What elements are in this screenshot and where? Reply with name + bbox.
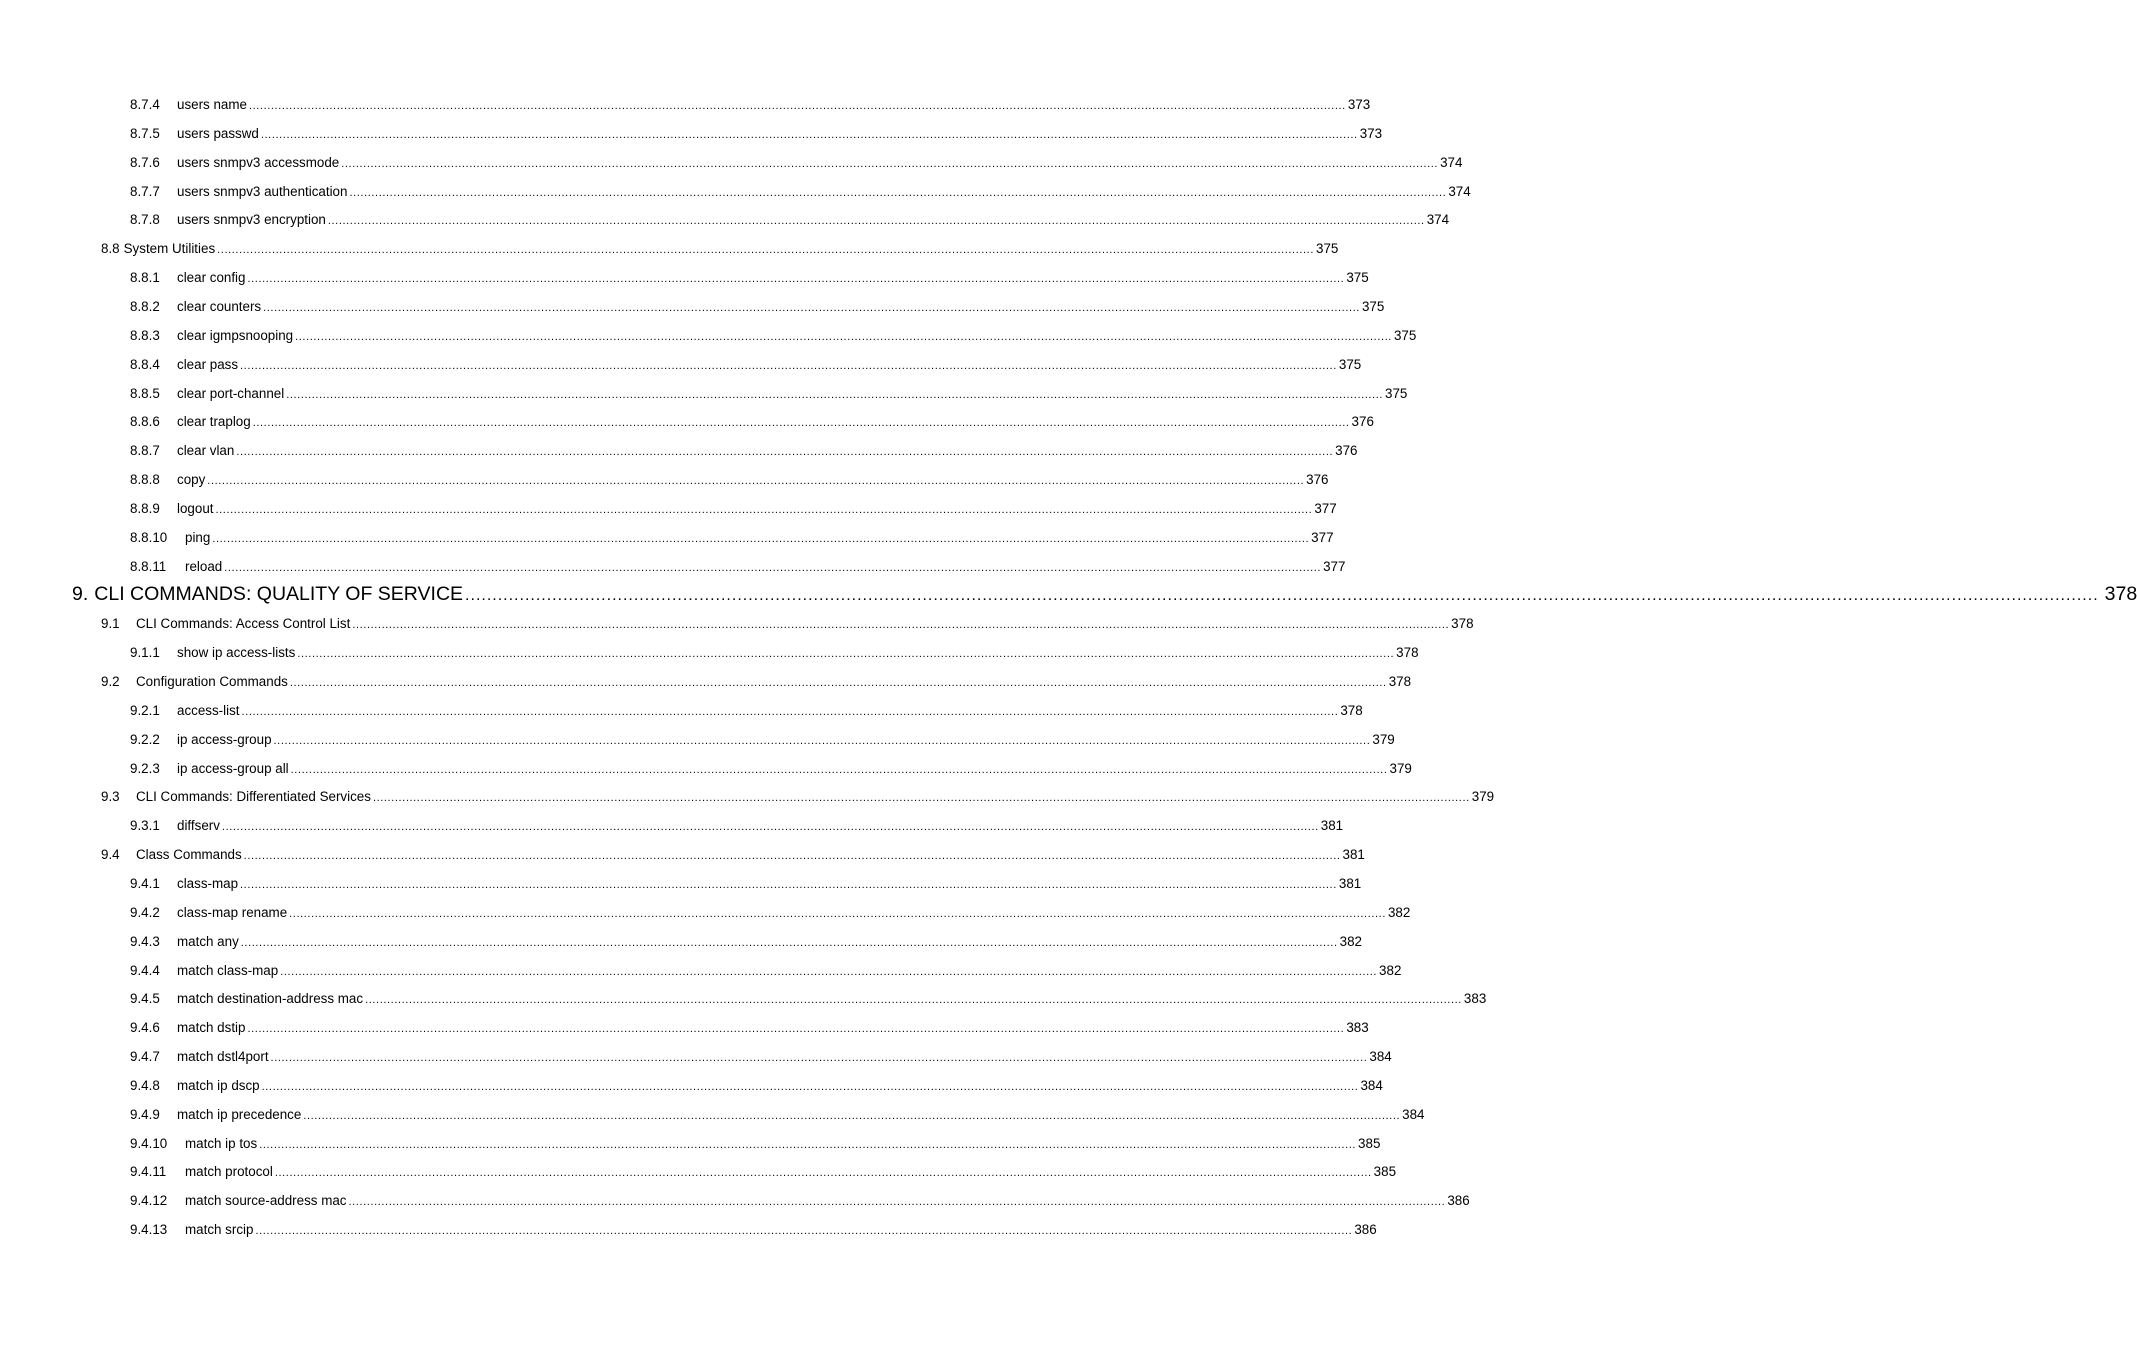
- toc-entry-9-4-10[interactable]: [130, 1134, 1381, 1154]
- toc-entry-number: 9.4.9: [130, 1106, 160, 1122]
- dot-leader: ............................................................................................................................................................................................................................................................................................................: [274, 1167, 1372, 1180]
- dot-leader: ............................................................................................................................................................................................................................................................................................................: [341, 157, 1439, 170]
- toc-entry-8-7-7[interactable]: [130, 182, 1471, 202]
- toc-entry-number: 8.8.2: [130, 298, 160, 314]
- toc-entry-title: CLI Commands: Access Control List: [136, 616, 351, 632]
- dot-leader: ............................................................................................................................................................................................................................................................................................................: [297, 648, 1395, 661]
- toc-entry-number: 9.4: [101, 847, 120, 863]
- toc-entry-number: 9.2.1: [130, 702, 160, 718]
- dot-leader: ............................................................................................................................................................................................................................................................................................................: [255, 1225, 1353, 1238]
- toc-entry-page-number: 383: [1346, 1020, 1369, 1036]
- toc-entry-8-8-8[interactable]: [130, 470, 1329, 490]
- toc-entry-number: 9.4.5: [130, 991, 160, 1007]
- toc-entry-9-4-8[interactable]: [130, 1076, 1383, 1096]
- toc-entry-number: 9.3.1: [130, 818, 160, 834]
- toc-entry-title: users snmpv3 accessmode: [177, 154, 340, 170]
- dot-leader: ............................................................................................................................................................................................................................................................................................................: [247, 1023, 1345, 1036]
- toc-entry-9-4-5[interactable]: [130, 989, 1487, 1009]
- dot-leader: ............................................................................................................................................................................................................................................................................................................: [207, 475, 1305, 488]
- toc-entry-number: 9.4.10: [130, 1135, 168, 1151]
- toc-entry-9-2[interactable]: [101, 672, 1412, 692]
- toc-entry-page-number: 384: [1402, 1106, 1425, 1122]
- dot-leader: ............................................................................................................................................................................................................................................................................................................: [240, 878, 1337, 891]
- dot-leader: ............................................................................................................................................................................................................................................................................................................: [212, 532, 1310, 545]
- toc-entry-title: ip access-group all: [177, 760, 289, 776]
- toc-entry-page-number: 382: [1339, 933, 1362, 949]
- toc-entry-number: 8.8.4: [130, 356, 160, 372]
- toc-entry-page-number: 376: [1306, 472, 1329, 488]
- toc-entry-number: 9.4.1: [130, 875, 160, 891]
- toc-entry-title: match destination-address mac: [177, 991, 364, 1007]
- toc-entry-page-number: 378: [1396, 645, 1419, 661]
- toc-entry-8-8-11[interactable]: [130, 557, 1346, 577]
- toc-entry-9-1[interactable]: [101, 614, 1474, 634]
- toc-entry-number: 9.1.1: [130, 645, 160, 661]
- toc-entry-8-8[interactable]: [101, 239, 1339, 259]
- toc-entry-page-number: 381: [1320, 818, 1344, 834]
- toc-entry-title: match ip dscp: [177, 1077, 260, 1093]
- dot-leader: ............................................................................................................................................................................................................................................................................................................: [327, 215, 1425, 228]
- toc-entry-title: users name: [177, 97, 247, 112]
- dot-leader: ............................................................................................................................................................................................................................................................................................................: [240, 936, 1338, 949]
- toc-entry-page-number: 379: [1471, 789, 1495, 805]
- toc-entry-page-number: 374: [1448, 183, 1471, 199]
- toc-entry-number: 9.4.7: [130, 1049, 160, 1065]
- toc-entry-title: clear counters: [177, 298, 262, 314]
- toc-entry-number: 9.2.2: [130, 731, 160, 747]
- dot-leader: ............................................................................................................................................................................................................................................................................................................: [236, 446, 1334, 459]
- toc-entry-page-number: 385: [1358, 1135, 1381, 1151]
- toc-entry-page-number: 386: [1447, 1193, 1470, 1209]
- dot-leader: ............................................................................................................................................................................................................................................................................................................: [295, 330, 1392, 343]
- dot-leader: ............................................................................................................................................................................................................................................................................................................: [289, 677, 1387, 689]
- dot-leader: ............................................................................................................................................................................................................................................................................................................: [247, 273, 1345, 286]
- toc-entry-title: Configuration Commands: [136, 674, 288, 689]
- toc-entry-8-8-1[interactable]: [130, 268, 1369, 288]
- toc-entry-8-8-2[interactable]: [130, 297, 1385, 317]
- toc-entry-title: match ip tos: [185, 1135, 258, 1151]
- dot-leader: ............................................................................................................................................................................................................................................................................................................: [240, 359, 1337, 372]
- toc-entry-page-number: 375: [1385, 385, 1408, 401]
- toc-entry-number: 9.2: [101, 674, 120, 689]
- dot-leader: ............................................................................................................................................................................................................................................................................................................: [261, 1080, 1359, 1093]
- toc-entry-page-number: 384: [1369, 1049, 1392, 1065]
- toc-entry-8-8-6[interactable]: [130, 412, 1374, 432]
- toc-entry-page-number: 375: [1393, 327, 1417, 343]
- toc-entry-page-number: 375: [1346, 270, 1369, 286]
- dot-leader: ............................................................................................................................................................................................................................................................................................................: [259, 1138, 1357, 1151]
- toc-entry-8-7-4[interactable]: [130, 95, 1371, 115]
- toc-entry-title: System Utilities: [123, 241, 216, 257]
- toc-entry-title: match dstip: [177, 1020, 246, 1036]
- toc-entry-number: 8.7.7: [130, 183, 160, 199]
- toc-entry-8-8-9[interactable]: [130, 499, 1337, 519]
- dot-leader: ............................................................................................................................................................................................................................................................................................................: [252, 417, 1350, 430]
- toc-entry-page-number: 377: [1323, 558, 1346, 574]
- toc-entry-9-4-1[interactable]: [130, 874, 1362, 894]
- toc-entry-title: CLI COMMANDS: QUALITY OF SERVICE: [94, 583, 464, 606]
- toc-entry-9[interactable]: [72, 580, 2137, 608]
- toc-entry-page-number: 385: [1373, 1164, 1397, 1180]
- toc-entry-9-4-9[interactable]: [130, 1105, 1425, 1125]
- dot-leader: ............................................................................................................................................................................................................................................................................................................: [270, 1052, 1368, 1065]
- dot-leader: ............................................................................................................................................................................................................................................................................................................: [243, 850, 1341, 863]
- toc-entry-number: 9.1: [101, 616, 120, 632]
- dot-leader: ............................................................................................................................................................................................................................................................................................................: [465, 587, 2099, 605]
- dot-leader: ............................................................................................................................................................................................................................................................................................................: [224, 561, 1322, 574]
- dot-leader: ............................................................................................................................................................................................................................................................................................................: [217, 244, 1314, 257]
- toc-entry-9-4-4[interactable]: [130, 961, 1402, 981]
- toc-entry-title: clear config: [177, 270, 246, 286]
- toc-entry-number: 8.8.5: [130, 385, 160, 401]
- toc-entry-number: 8.8.1: [130, 270, 160, 286]
- toc-entry-number: 9.3: [101, 789, 120, 805]
- toc-entry-9-4-11[interactable]: [130, 1162, 1397, 1182]
- toc-entry-title: clear traplog: [177, 414, 251, 430]
- toc-entry-number: 8.8.6: [130, 414, 160, 430]
- toc-entry-title: logout: [177, 500, 214, 516]
- toc-entry-number: 9.4.8: [130, 1077, 160, 1093]
- toc-entry-8-8-10[interactable]: [130, 528, 1334, 548]
- toc-entry-page-number: 383: [1463, 991, 1487, 1007]
- toc-entry-number: 9.4.4: [130, 962, 160, 978]
- toc-entry-8-8-3[interactable]: [130, 326, 1417, 346]
- toc-entry-title: users snmpv3 encryption: [177, 212, 326, 228]
- toc-entry-title: match srcip: [185, 1222, 254, 1238]
- toc-entry-number: 8.8.7: [130, 443, 160, 459]
- toc-entry-title: clear vlan: [177, 443, 235, 459]
- toc-entry-page-number: 386: [1354, 1222, 1377, 1238]
- toc-entry-page-number: 379: [1372, 731, 1395, 747]
- dot-leader: ............................................................................................................................................................................................................................................................................................................: [241, 705, 1339, 718]
- toc-entry-number: 8.8.8: [130, 472, 160, 488]
- toc-entry-page-number: 376: [1351, 414, 1374, 430]
- toc-entry-9-4-2[interactable]: [130, 903, 1411, 923]
- toc-entry-title: access-list: [177, 702, 240, 718]
- toc-entry-number: 8.8.10: [130, 529, 168, 545]
- toc-entry-number: 9.4.11: [130, 1164, 167, 1180]
- dot-leader: ............................................................................................................................................................................................................................................................................................................: [260, 128, 1358, 141]
- dot-leader: ............................................................................................................................................................................................................................................................................................................: [352, 619, 1450, 632]
- toc-entry-9-2-1[interactable]: [130, 701, 1363, 721]
- toc-entry-title: clear igmpsnooping: [177, 327, 294, 343]
- toc-entry-page-number: 375: [1338, 356, 1362, 372]
- dot-leader: ............................................................................................................................................................................................................................................................................................................: [248, 100, 1346, 112]
- toc-entry-9-3-1[interactable]: [130, 816, 1344, 836]
- toc-entry-page-number: 381: [1342, 847, 1365, 863]
- toc-entry-9-3[interactable]: [101, 787, 1495, 807]
- toc-entry-title: match protocol: [185, 1164, 273, 1180]
- toc-entry-8-8-5[interactable]: [130, 384, 1408, 404]
- toc-entry-page-number: 378: [1451, 616, 1474, 632]
- dot-leader: ............................................................................................................................................................................................................................................................................................................: [303, 1109, 1401, 1122]
- toc-entry-title: users passwd: [177, 125, 259, 141]
- toc-entry-number: 8.8.3: [130, 327, 160, 343]
- toc-entry-number: 9.4.3: [130, 933, 160, 949]
- dot-leader: ............................................................................................................................................................................................................................................................................................................: [215, 503, 1313, 516]
- toc-entry-number: 9.4.13: [130, 1222, 168, 1238]
- toc-entry-9-4-12[interactable]: [130, 1191, 1470, 1211]
- toc-entry-title: match ip precedence: [177, 1106, 302, 1122]
- toc-entry-title: Class Commands: [136, 847, 242, 863]
- toc-entry-page-number: 379: [1389, 760, 1412, 776]
- toc-entry-9-2-3[interactable]: [130, 759, 1412, 779]
- toc-entry-title: clear port-channel: [177, 385, 285, 401]
- toc-entry-8-7-5[interactable]: [130, 124, 1383, 144]
- toc-entry-page-number: 378: [2104, 583, 2137, 606]
- toc-entry-title: match class-map: [177, 962, 279, 978]
- dot-leader: ............................................................................................................................................................................................................................................................................................................: [289, 907, 1386, 920]
- toc-entry-title: match dstl4port: [177, 1049, 269, 1065]
- toc-entry-page-number: 374: [1426, 212, 1450, 228]
- toc-entry-page-number: 382: [1379, 962, 1402, 978]
- toc-entry-title: diffserv: [177, 818, 220, 834]
- toc-entry-title: users snmpv3 authentication: [177, 183, 348, 199]
- dot-leader: ............................................................................................................................................................................................................................................................................................................: [349, 186, 1447, 199]
- toc-entry-9-4-6[interactable]: [130, 1018, 1369, 1038]
- dot-leader: ............................................................................................................................................................................................................................................................................................................: [280, 965, 1378, 978]
- toc-entry-8-8-4[interactable]: [130, 355, 1362, 375]
- toc-entry-title: show ip access-lists: [177, 645, 296, 661]
- toc-entry-number: 8.8.9: [130, 500, 160, 516]
- toc-entry-page-number: 375: [1316, 241, 1339, 257]
- toc-entry-number: 9.4.2: [130, 904, 160, 920]
- toc-entry-title: reload: [185, 558, 223, 574]
- toc-entry-9-2-2[interactable]: [130, 730, 1395, 750]
- toc-entry-page-number: 377: [1311, 529, 1334, 545]
- toc-entry-8-7-6[interactable]: [130, 153, 1463, 173]
- toc-entry-number: 8.7.5: [130, 125, 160, 141]
- toc-entry-page-number: 376: [1335, 443, 1358, 459]
- dot-leader: ............................................................................................................................................................................................................................................................................................................: [365, 994, 1462, 1007]
- dot-leader: ............................................................................................................................................................................................................................................................................................................: [286, 388, 1384, 401]
- toc-entry-number: 8.7.4: [130, 97, 160, 112]
- toc-entry-page-number: 381: [1338, 875, 1362, 891]
- toc-entry-number: 8.7.6: [130, 154, 160, 170]
- toc-entry-page-number: 377: [1314, 500, 1337, 516]
- toc-entry-title: ping: [185, 529, 211, 545]
- toc-entry-page-number: 378: [1340, 702, 1363, 718]
- toc-entry-page-number: 378: [1388, 674, 1412, 689]
- toc-entry-page-number: 373: [1359, 125, 1383, 141]
- toc-entry-page-number: 382: [1387, 904, 1411, 920]
- toc-entry-8-8-7[interactable]: [130, 441, 1358, 461]
- toc-entry-title: CLI Commands: Differentiated Services: [136, 789, 371, 805]
- toc-entry-title: class-map rename: [177, 904, 288, 920]
- toc-entry-title: copy: [177, 472, 206, 488]
- toc-entry-9-4-3[interactable]: [130, 932, 1362, 952]
- toc-entry-title: match source-address mac: [185, 1193, 347, 1209]
- toc-entry-page-number: 374: [1440, 154, 1463, 170]
- toc-entry-number: 9.4.6: [130, 1020, 160, 1036]
- dot-leader: ............................................................................................................................................................................................................................................................................................................: [273, 734, 1371, 747]
- dot-leader: ............................................................................................................................................................................................................................................................................................................: [290, 763, 1388, 776]
- dot-leader: ............................................................................................................................................................................................................................................................................................................: [263, 301, 1360, 314]
- toc-entry-title: match any: [177, 933, 239, 949]
- toc-entry-9-4[interactable]: [101, 845, 1365, 865]
- toc-entry-8-7-8[interactable]: [130, 210, 1450, 230]
- toc-entry-number: 9.2.3: [130, 760, 160, 776]
- toc-entry-9-4-7[interactable]: [130, 1047, 1392, 1067]
- toc-entry-9-1-1[interactable]: [130, 643, 1419, 663]
- toc-entry-page-number: 384: [1360, 1077, 1383, 1093]
- dot-leader: ............................................................................................................................................................................................................................................................................................................: [221, 821, 1319, 834]
- toc-entry-number: 9.: [72, 583, 89, 606]
- toc-entry-page-number: 375: [1361, 298, 1385, 314]
- toc-entry-title: clear pass: [177, 356, 239, 372]
- dot-leader: ............................................................................................................................................................................................................................................................................................................: [372, 792, 1470, 805]
- dot-leader: ............................................................................................................................................................................................................................................................................................................: [348, 1196, 1446, 1209]
- toc-entry-9-4-13[interactable]: [130, 1220, 1377, 1240]
- toc-entry-page-number: 373: [1347, 97, 1371, 112]
- toc-entry-number: 8.7.8: [130, 212, 160, 228]
- toc-entry-number: 8.8.11: [130, 558, 167, 574]
- toc-entry-title: class-map: [177, 875, 239, 891]
- toc-entry-number: 8.8: [101, 241, 120, 257]
- toc-entry-title: ip access-group: [177, 731, 272, 747]
- toc-entry-number: 9.4.12: [130, 1193, 168, 1209]
